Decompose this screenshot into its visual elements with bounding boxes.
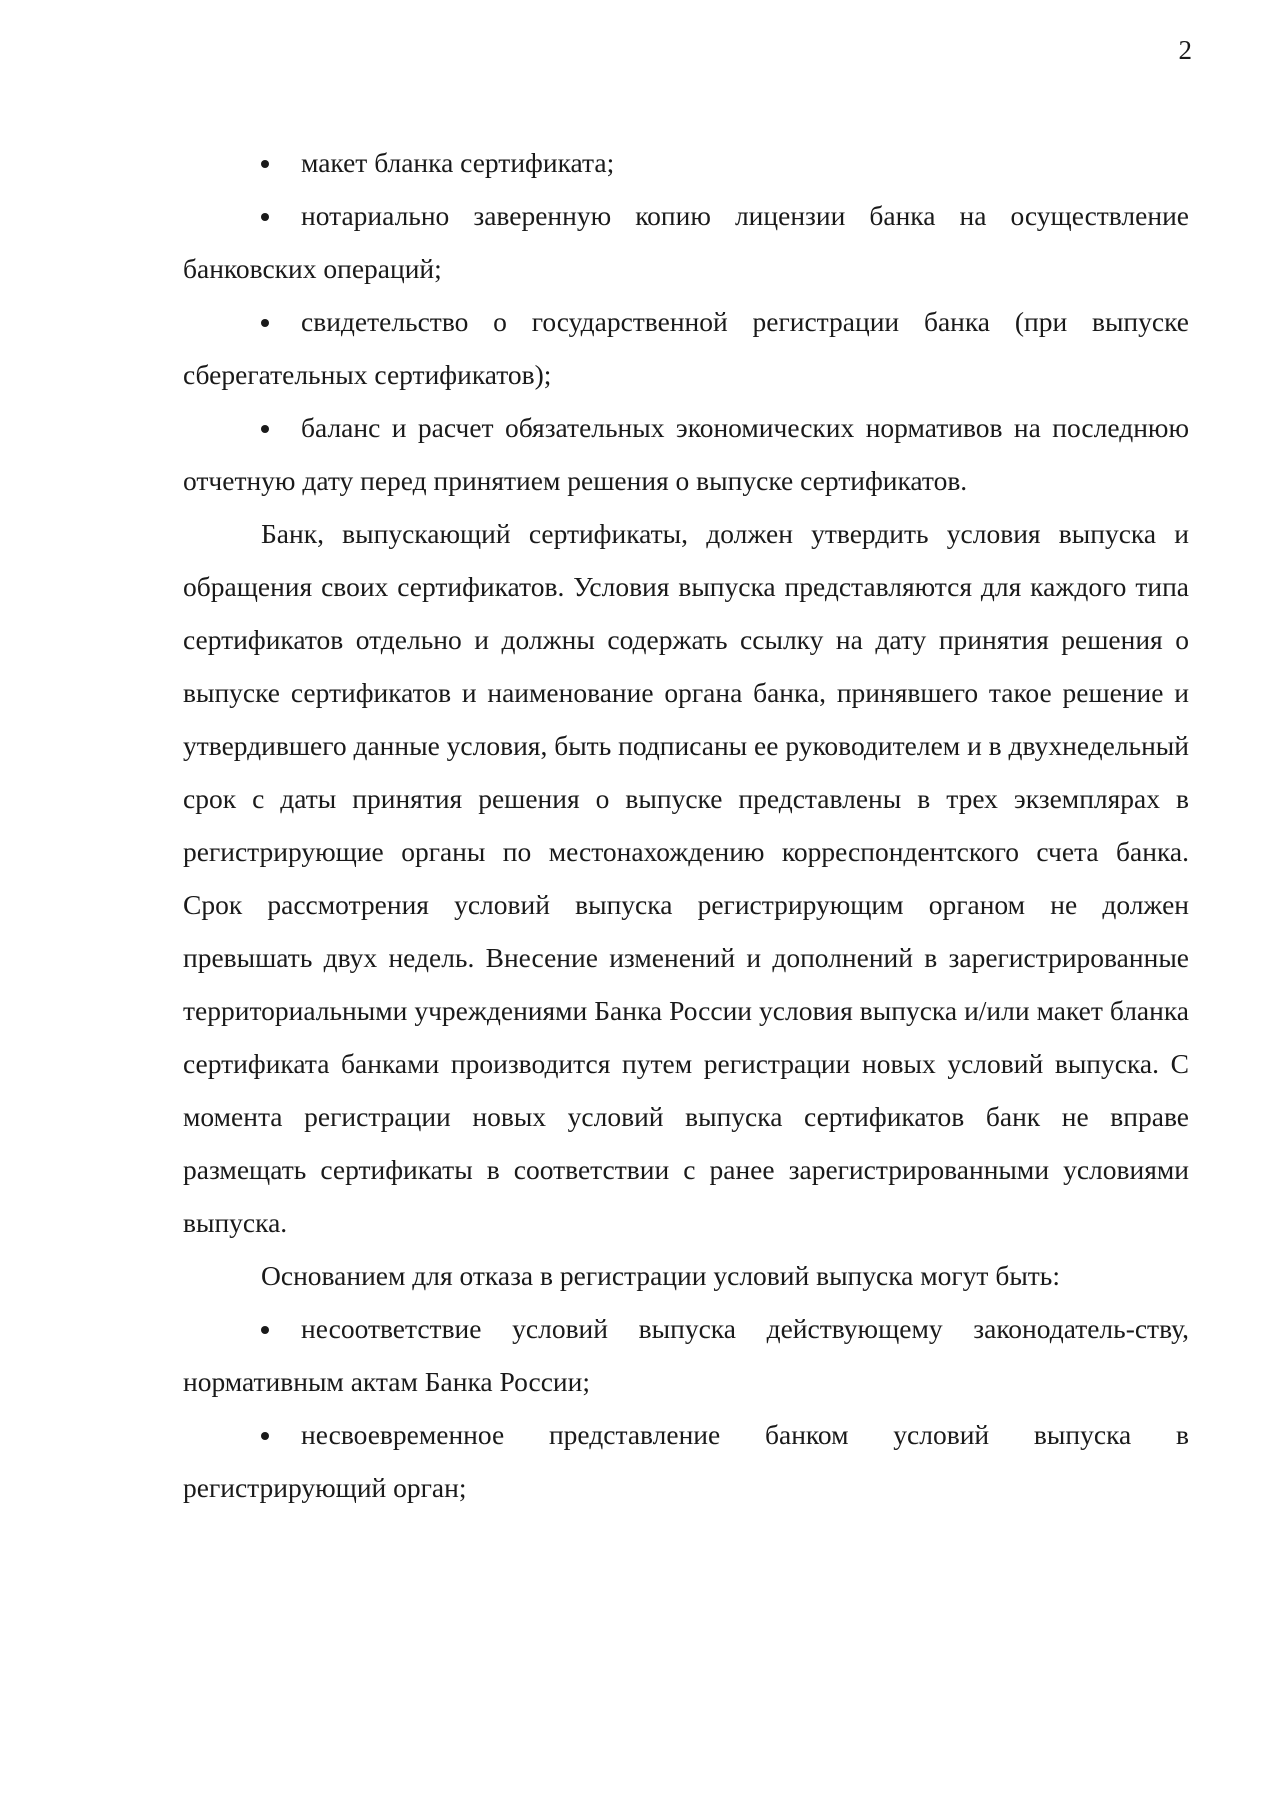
page-number: 2 [1178, 35, 1192, 65]
bullet-icon [261, 136, 301, 189]
bullet-item [183, 1302, 1189, 1408]
bullet-text: несвоевременное представление банком условий выпуска в регистрирующий орган; [183, 1419, 1189, 1503]
bullet-icon [261, 189, 301, 242]
bullet-icon [261, 1408, 301, 1461]
bullet-item [183, 189, 1189, 295]
bullet-text: свидетельство о государственной регистрации банка (при выпуске сберегательных сертификатов); [183, 306, 1189, 390]
bullet-item [183, 136, 1189, 189]
bullet-item [183, 1408, 1189, 1514]
bullet-text: макет бланка сертификата; [301, 147, 615, 178]
bullet-icon [261, 1302, 301, 1355]
bullet-icon [261, 295, 301, 348]
body-paragraph: Банк, выпускающий сертификаты, должен утвердить условия выпуска и обращения своих сертификатов. Условия выпуска представляются для каждого типа сертификатов отдельно и должны содержать ссылку на дату принятия решения о выпуске сертификатов и наименование органа банка, принявшего такое решение и утвердившего данные условия, быть подписаны ее руководителем и в двухнедельный срок с даты принятия решения о выпуске представлены в трех экземплярах в регистрирующие органы по местонахождению корреспондентского счета банка. Срок рассмотрения условий выпуска регистрирующим органом не должен превышать двух недель. Внесение изменений и дополнений в зарегистрированные территориальными учреждениями Банка России условия выпуска и/или макет бланка сертификата банками производится путем регистрации новых условий выпуска. С момента регистрации новых условий выпуска сертификатов банк не вправе размещать сертификаты в соответствии с ранее зарегистрированными условиями выпуска. [183, 518, 1189, 1238]
body-paragraph: Основанием для отказа в регистрации условий выпуска могут быть: [261, 1260, 1060, 1291]
document-body [183, 136, 1189, 1514]
bullet-text: баланс и расчет обязательных экономических нормативов на последнюю отчетную дату перед принятием решения о выпуске сертификатов. [183, 412, 1189, 496]
bullet-text: нотариально заверенную копию лицензии банка на осуществление банковских операций; [183, 200, 1189, 284]
bullet-item [183, 401, 1189, 507]
bullet-icon [261, 401, 301, 454]
bullet-text: несоответствие условий выпуска действующему законодатель-ству, нормативным актам Банка России; [183, 1313, 1189, 1397]
bullet-item [183, 295, 1189, 401]
